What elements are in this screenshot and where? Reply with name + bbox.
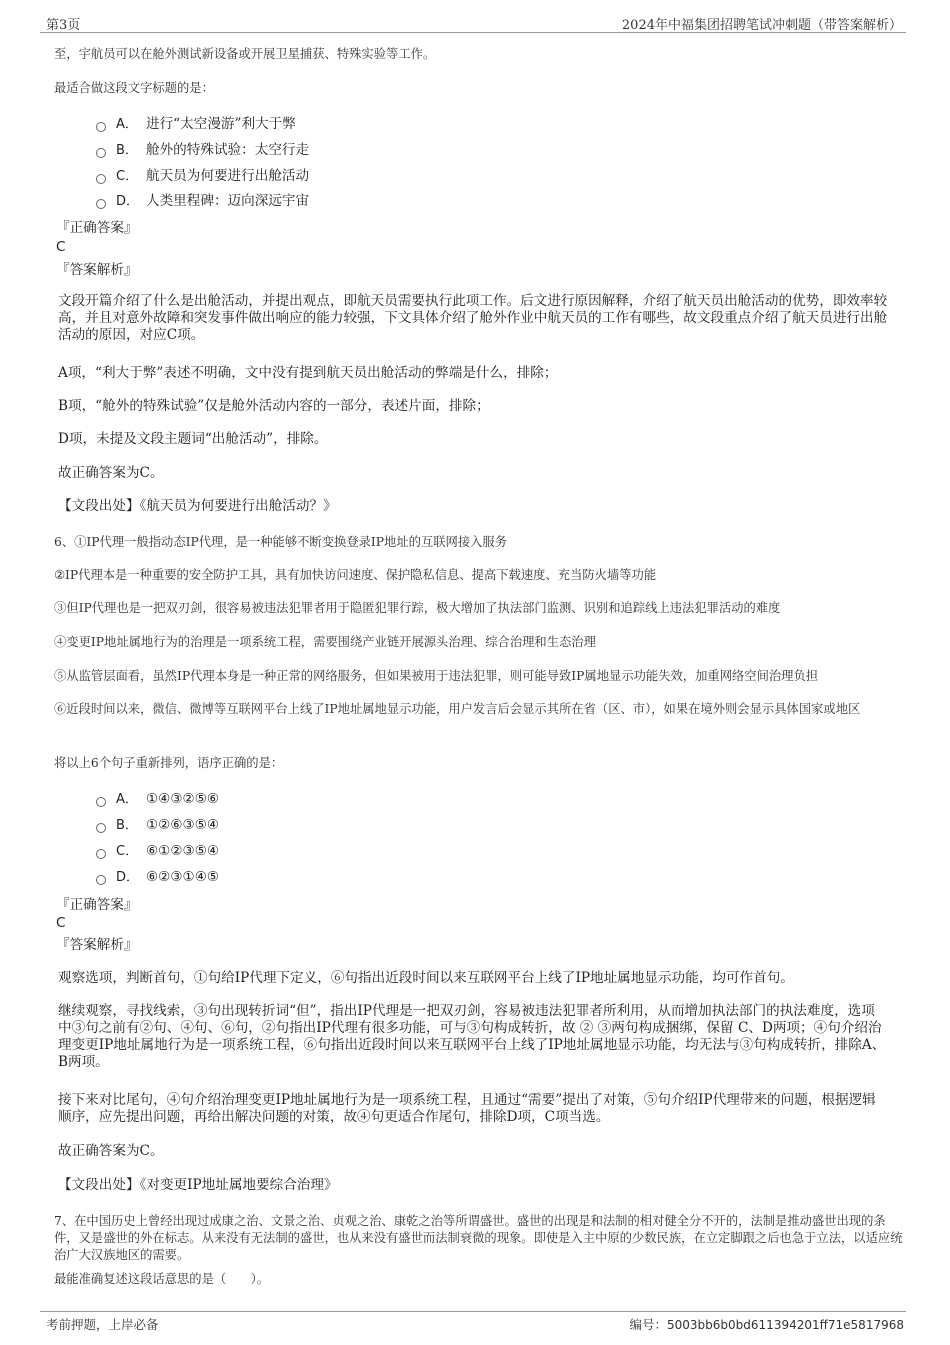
q5-analysis-paragraph: 故正确答案为C。 [58, 465, 164, 481]
q5-option-a[interactable] [96, 115, 296, 133]
q6-option-a[interactable] [96, 790, 219, 808]
q5-intro-tail: 至，宇航员可以在舱外测试新设备或开展卫星捕获、特殊实验等工作。 [54, 47, 436, 61]
radio-icon[interactable] [96, 174, 106, 184]
q5-analysis-paragraph: B项，“舱外的特殊试验”仅是舱外活动内容的一部分，表述片面，排除； [58, 398, 490, 414]
q6-option-b[interactable] [96, 816, 219, 834]
option-letter: A． [116, 792, 138, 807]
q7-text: 7、在中国历史上曾经出现过成康之治、文景之治、贞观之治、康乾之治等所谓盛世。盛世的出现是和法制的相对健全分不开的，法制是推动盛世出现的条件，又是盛世的外在标志。从来没有无法制的盛世，也从来没有盛世而法制衰微的现象。即使是入主中原的少数民族，在立定脚跟之后也急于立法，以适应统治广大汉族地区的需要。 [54, 1214, 903, 1262]
q5-answer: C [56, 239, 66, 255]
q6-analysis-paragraph: 接下来对比尾句，④句介绍治理变更IP地址属地行为是一项系统工程，且通过“需要”提出了对策，⑤句介绍IP代理带来的问题，根据逻辑顺序，应先提出问题，再给出解决问题的对策，故④句更适合作尾句，排除D项，C项当选。 [58, 1092, 876, 1125]
q7-question: 最能准确复述这段话意思的是（ ）。 [54, 1272, 270, 1286]
radio-icon[interactable] [96, 199, 106, 209]
option-letter: C． [116, 169, 139, 184]
option-letter: B． [116, 818, 138, 833]
q5-option-d[interactable] [96, 192, 309, 210]
q5-answer-label: 『正确答案』 [56, 220, 138, 236]
radio-icon[interactable] [96, 797, 106, 807]
footer-code: 5003bb6b0bd611394201ff71e5817968 [667, 1318, 904, 1332]
option-text: 舱外的特殊试验：太空行走 [146, 142, 310, 158]
q6-option-d[interactable] [96, 868, 219, 886]
option-text: 人类里程碑：迈向深远宇宙 [146, 193, 310, 209]
option-text: ①④③②⑤⑥ [146, 791, 220, 807]
q5-question: 最适合做这段文字标题的是： [54, 81, 214, 95]
option-text: 进行“太空漫游”利大于弊 [146, 116, 296, 132]
q5-option-b[interactable] [96, 141, 309, 159]
footer-slogan: 考前押题，上岸必备 [46, 1317, 159, 1332]
q5-analysis-label: 『答案解析』 [56, 262, 138, 278]
q6-analysis-label: 『答案解析』 [56, 937, 138, 953]
q5-source: 【文段出处】《航天员为何要进行出舱活动？》 [58, 498, 337, 514]
option-letter: C． [116, 844, 139, 859]
page-number: 第3页 [46, 18, 81, 33]
document-title: 2024年中福集团招聘笔试冲刺题（带答案解析） [621, 18, 902, 33]
radio-icon[interactable] [96, 122, 106, 132]
option-letter: D． [116, 194, 140, 209]
q6-option-c[interactable] [96, 842, 219, 860]
q6-analysis-paragraph: 观察选项，判断首句，①句给IP代理下定义，⑥句指出近段时间以来互联网平台上线了IP地址属地显示功能，均可作首句。 [58, 970, 794, 986]
option-text: ①②⑥③⑤④ [146, 817, 220, 833]
footer-id [630, 1315, 905, 1333]
q6-sentence: 6、①IP代理一般指动态IP代理，是一种能够不断变换登录IP地址的互联网接入服务 [54, 535, 508, 549]
q6-sentence: ②IP代理本是一种重要的安全防护工具，具有加快访问速度、保护隐私信息、提高下载速度、充当防火墙等功能 [54, 568, 657, 582]
radio-icon[interactable] [96, 849, 106, 859]
q6-question: 将以上6个句子重新排列，语序正确的是： [54, 756, 284, 770]
page-footer [40, 1311, 906, 1336]
q5-option-c[interactable] [96, 167, 309, 185]
option-text: 航天员为何要进行出舱活动 [146, 168, 310, 184]
option-letter: D． [116, 870, 140, 885]
q6-answer: C [56, 915, 66, 931]
option-text: ⑥①②③⑤④ [146, 843, 220, 859]
q6-analysis-paragraph: 继续观察，寻找线索，③句出现转折词“但”，指出IP代理是一把双刃剑，容易被违法犯罪者所利用，从而增加执法部门的执法难度，选项中③句之前有②句、④句、⑥句，②句指出IP代理有很多功能，可与③句构成转折，故 ② ③两句构成捆绑，保留 C、D两项；④句介绍治理变更IP地址属地行为是一项系统工程，⑥句指出近段时间以来互联网平台上线了IP地址属地显示功能，均无法与③句构成转折，排除A、B两项。 [58, 1003, 886, 1070]
q6-answer-label: 『正确答案』 [56, 897, 138, 913]
q5-analysis-paragraph: A项，“利大于弊”表述不明确，文中没有提到航天员出舱活动的弊端是什么，排除； [58, 365, 558, 381]
option-text: ⑥②③①④⑤ [146, 869, 220, 885]
option-letter: A． [116, 117, 138, 132]
q6-sentence: ⑥近段时间以来，微信、微博等互联网平台上线了IP地址属地显示功能，用户发言后会显示其所在省（区、市），如果在境外则会显示具体国家或地区 [54, 702, 861, 716]
radio-icon[interactable] [96, 875, 106, 885]
page-header [40, 12, 906, 33]
radio-icon[interactable] [96, 823, 106, 833]
radio-icon[interactable] [96, 148, 106, 158]
q5-analysis-paragraph: 文段开篇介绍了什么是出舱活动，并提出观点，即航天员需要执行此项工作。后文进行原因解释，介绍了航天员出舱活动的优势，即效率较高，并且对意外故障和突发事件做出响应的能力较强，下文具体介绍了舱外作业中航天员的工作有哪些，故文段重点介绍了航天员进行出舱活动的原因，对应C项。 [58, 293, 888, 343]
q6-source: 【文段出处】《对变更IP地址属地要综合治理》 [58, 1177, 338, 1193]
q6-sentence: ⑤从监管层面看，虽然IP代理本身是一种正常的网络服务，但如果被用于违法犯罪，则可能导致IP属地显示功能失效，加重网络空间治理负担 [54, 669, 819, 683]
footer-code-label: 编号： [629, 1317, 668, 1332]
q6-sentence: ④变更IP地址属地行为的治理是一项系统工程，需要围绕产业链开展源头治理、综合治理和生态治理 [54, 635, 596, 649]
q5-analysis-paragraph: D项，未提及文段主题词“出舱活动”，排除。 [58, 431, 328, 447]
option-letter: B． [116, 143, 138, 158]
q6-sentence: ③但IP代理也是一把双刃剑，很容易被违法犯罪者用于隐匿犯罪行踪，极大增加了执法部门监测、识别和追踪线上违法犯罪活动的难度 [54, 601, 781, 615]
q6-analysis-paragraph: 故正确答案为C。 [58, 1143, 164, 1159]
